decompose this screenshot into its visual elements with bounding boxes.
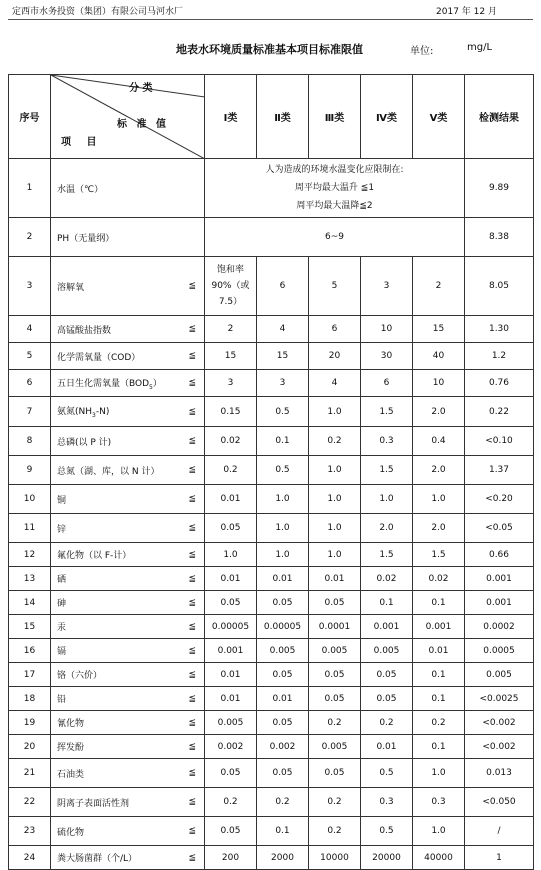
unit-label: 单位: — [410, 46, 434, 57]
class-4-value: 0.3 — [361, 427, 413, 456]
result-value: <0.0025 — [465, 687, 534, 711]
result-value: 0.22 — [465, 397, 534, 427]
item-name: PH（无量纲） — [51, 218, 205, 257]
header-class-1: Ⅰ类 — [205, 75, 257, 159]
ge-symbol: ≦ — [188, 768, 196, 778]
ge-symbol: ≦ — [188, 717, 196, 728]
ge-symbol: ≦ — [188, 281, 196, 291]
row-number: 23 — [9, 817, 51, 846]
item-name — [51, 615, 205, 639]
row-number: 15 — [9, 615, 51, 639]
table-row — [9, 846, 534, 870]
ge-symbol: ≦ — [188, 693, 196, 704]
header-class-2: Ⅱ类 — [257, 75, 309, 159]
class-2-value: 4 — [257, 316, 309, 343]
result-value: 0.0002 — [465, 615, 534, 639]
class-5-value: 0.001 — [413, 615, 465, 639]
class-5-value: 1.5 — [413, 543, 465, 567]
table-row — [9, 257, 534, 316]
table-row — [9, 687, 534, 711]
item-name-text: 铜 — [57, 495, 67, 506]
class-2-value: 0.01 — [257, 687, 309, 711]
class-4-value: 1.0 — [361, 485, 413, 514]
row-number: 11 — [9, 514, 51, 543]
item-name-text: 砷 — [57, 599, 67, 609]
result-value: 8.38 — [465, 218, 534, 257]
class-5-value: 10 — [413, 370, 465, 397]
result-value: <0.10 — [465, 427, 534, 456]
diagonal-category-label: 分 类 — [129, 83, 153, 94]
temperature-note-line: 人为造成的环境水温变化应限制在: — [265, 165, 404, 175]
ge-symbol: ≦ — [188, 621, 196, 632]
item-name-text: 氟化物（以 F-计） — [57, 551, 132, 561]
ge-symbol: ≦ — [188, 645, 196, 656]
item-name — [51, 370, 205, 397]
row-number: 10 — [9, 485, 51, 514]
ge-symbol: ≦ — [188, 852, 196, 863]
class-3-value: 1.0 — [309, 514, 361, 543]
ge-symbol: ≦ — [188, 465, 196, 475]
table-row — [9, 615, 534, 639]
item-name-text: 铬（六价） — [57, 671, 103, 681]
class-5-value: 40 — [413, 343, 465, 370]
class-5-value: 1.0 — [413, 485, 465, 514]
class-1-value: 0.02 — [205, 427, 257, 456]
class-3-value: 0.005 — [309, 735, 361, 759]
class-5-value: 0.4 — [413, 427, 465, 456]
class-2-value: 3 — [257, 370, 309, 397]
item-name — [51, 687, 205, 711]
class-3-value: 0.0001 — [309, 615, 361, 639]
item-name-text: 氨氮(NH — [57, 407, 93, 418]
class-2-value: 0.01 — [257, 567, 309, 591]
class-3-value: 6 — [309, 316, 361, 343]
do-class-1-line: 90%（或 — [211, 281, 250, 291]
item-name — [51, 788, 205, 817]
item-name — [51, 663, 205, 687]
class-1-value: 0.2 — [205, 788, 257, 817]
unit-value: mg/L — [467, 42, 493, 53]
item-name — [51, 343, 205, 370]
class-5-value: 0.1 — [413, 687, 465, 711]
class-4-value: 30 — [361, 343, 413, 370]
class-3-value: 1.0 — [309, 397, 361, 427]
table-row — [9, 788, 534, 817]
result-value: <0.05 — [465, 514, 534, 543]
item-name-subscript: 3 — [92, 411, 96, 419]
class-2-value: 0.05 — [257, 663, 309, 687]
table-row — [9, 543, 534, 567]
class-3-value: 1.0 — [309, 456, 361, 485]
class-3-value: 10000 — [309, 846, 361, 870]
row-number: 4 — [9, 316, 51, 343]
document-header — [8, 4, 533, 18]
table-row — [9, 567, 534, 591]
header-class-5: Ⅴ类 — [413, 75, 465, 159]
ge-symbol: ≦ — [188, 351, 196, 361]
class-5-value: 0.02 — [413, 567, 465, 591]
diagonal-standard-label: 标 准 值 — [117, 119, 169, 130]
class-5-value: 2.0 — [413, 456, 465, 485]
result-value: <0.20 — [465, 485, 534, 514]
temperature-note-line: 周平均最大温降≦2 — [296, 201, 373, 211]
ge-symbol: ≦ — [188, 378, 196, 388]
header-diagonal-cell — [51, 75, 205, 159]
class-1-value: 0.05 — [205, 817, 257, 846]
item-name-text: 阴离子表面活性剂 — [57, 798, 130, 809]
row-number: 22 — [9, 788, 51, 817]
item-name — [51, 639, 205, 663]
result-value: 1.37 — [465, 456, 534, 485]
class-3-value: 0.05 — [309, 663, 361, 687]
class-3-value: 0.005 — [309, 639, 361, 663]
row-number: 24 — [9, 846, 51, 870]
table-row — [9, 427, 534, 456]
class-4-value: 0.02 — [361, 567, 413, 591]
class-4-value: 2.0 — [361, 514, 413, 543]
class-1-value: 0.05 — [205, 591, 257, 615]
class-5-value: 2.0 — [413, 397, 465, 427]
class-2-value: 0.05 — [257, 711, 309, 735]
class-3-value: 0.01 — [309, 567, 361, 591]
class-1-value: 2 — [205, 316, 257, 343]
item-name — [51, 567, 205, 591]
class-2-value: 1.0 — [257, 543, 309, 567]
item-name-text: 挥发酚 — [57, 743, 85, 753]
result-value: 0.001 — [465, 567, 534, 591]
class-2-value: 0.05 — [257, 759, 309, 788]
item-name — [51, 397, 205, 427]
item-name — [51, 257, 205, 316]
item-name: 水温（℃） — [51, 159, 205, 218]
class-5-value: 0.3 — [413, 788, 465, 817]
class-4-value: 0.5 — [361, 759, 413, 788]
class-1-value — [205, 257, 257, 316]
class-3-value: 5 — [309, 257, 361, 316]
class-1-value: 0.001 — [205, 639, 257, 663]
item-name-text: 石油类 — [57, 769, 85, 780]
result-value: / — [465, 817, 534, 846]
table-row — [9, 817, 534, 846]
row-number: 18 — [9, 687, 51, 711]
item-name-text: 硒 — [57, 575, 67, 585]
class-1-value: 0.00005 — [205, 615, 257, 639]
row-number: 21 — [9, 759, 51, 788]
class-3-value: 0.05 — [309, 687, 361, 711]
class-4-value: 0.3 — [361, 788, 413, 817]
row-number: 1 — [9, 159, 51, 218]
class-2-value: 0.05 — [257, 591, 309, 615]
table-row — [9, 159, 534, 218]
document-title: 地表水环境质量标准基本项目标准限值 — [176, 43, 363, 56]
item-name — [51, 514, 205, 543]
class-2-value: 2000 — [257, 846, 309, 870]
item-name-text: 汞 — [57, 623, 67, 633]
ge-symbol: ≦ — [188, 436, 196, 446]
table-row — [9, 711, 534, 735]
temperature-note-line: 周平均最大温升 ≦1 — [294, 183, 375, 193]
class-3-value: 0.2 — [309, 817, 361, 846]
ge-symbol: ≦ — [188, 741, 196, 752]
class-2-value: 0.2 — [257, 788, 309, 817]
ge-symbol: ≦ — [188, 597, 196, 608]
class-4-value: 0.2 — [361, 711, 413, 735]
table-row — [9, 397, 534, 427]
class-2-value: 0.1 — [257, 817, 309, 846]
class-1-value: 0.01 — [205, 663, 257, 687]
class-4-value: 10 — [361, 316, 413, 343]
class-5-value: 0.2 — [413, 711, 465, 735]
item-name — [51, 591, 205, 615]
ge-symbol: ≦ — [188, 797, 196, 807]
table-row — [9, 663, 534, 687]
class-3-value: 0.2 — [309, 788, 361, 817]
result-value: 1 — [465, 846, 534, 870]
row-number: 12 — [9, 543, 51, 567]
class-1-value: 0.05 — [205, 514, 257, 543]
ge-symbol: ≦ — [188, 494, 196, 504]
class-2-value: 0.5 — [257, 456, 309, 485]
result-value: 0.013 — [465, 759, 534, 788]
class-5-value: 1.0 — [413, 817, 465, 846]
class-1-value: 0.05 — [205, 759, 257, 788]
class-4-value: 0.5 — [361, 817, 413, 846]
class-1-value: 0.01 — [205, 485, 257, 514]
row-number: 5 — [9, 343, 51, 370]
row-number: 9 — [9, 456, 51, 485]
ge-symbol: ≦ — [188, 523, 196, 533]
table-row — [9, 759, 534, 788]
row-number: 8 — [9, 427, 51, 456]
table-row — [9, 485, 534, 514]
class-4-value: 0.01 — [361, 735, 413, 759]
result-value: 9.89 — [465, 159, 534, 218]
class-3-value: 0.05 — [309, 591, 361, 615]
table-row — [9, 218, 534, 257]
row-number: 14 — [9, 591, 51, 615]
item-name — [51, 427, 205, 456]
result-value: 0.76 — [465, 370, 534, 397]
standards-table — [8, 74, 534, 870]
header-class-3: Ⅲ类 — [309, 75, 361, 159]
class-1-value: 0.002 — [205, 735, 257, 759]
class-3-value: 0.2 — [309, 427, 361, 456]
class-2-value: 6 — [257, 257, 309, 316]
table-row — [9, 316, 534, 343]
item-name-subscript: 5 — [149, 383, 153, 391]
class-5-value: 1.0 — [413, 759, 465, 788]
item-name-text: 锌 — [57, 524, 67, 535]
table-row — [9, 514, 534, 543]
item-name-text: 五日生化需氧量（BOD — [57, 378, 150, 389]
result-value: 1.30 — [465, 316, 534, 343]
row-number: 7 — [9, 397, 51, 427]
report-date: 2017 年 12 月 — [436, 7, 497, 17]
item-name — [51, 316, 205, 343]
class-3-value: 20 — [309, 343, 361, 370]
item-name-text: 总氮（湖、库，以 N 计） — [57, 466, 160, 477]
item-name-text: 粪大肠菌群（个/L） — [57, 854, 138, 864]
result-value: 1.2 — [465, 343, 534, 370]
table-row — [9, 456, 534, 485]
item-name — [51, 817, 205, 846]
table-row — [9, 735, 534, 759]
item-name-text: 总磷(以 P 计) — [57, 437, 112, 448]
table-row — [9, 639, 534, 663]
class-4-value: 6 — [361, 370, 413, 397]
class-5-value: 0.1 — [413, 663, 465, 687]
ge-symbol: ≦ — [188, 406, 196, 417]
class-4-value: 20000 — [361, 846, 413, 870]
item-name — [51, 456, 205, 485]
ge-symbol: ≦ — [188, 324, 196, 334]
class-1-value: 15 — [205, 343, 257, 370]
do-class-1-line: 7.5） — [218, 297, 243, 307]
class-5-value: 2 — [413, 257, 465, 316]
item-name — [51, 485, 205, 514]
class-1-value: 0.01 — [205, 567, 257, 591]
class-4-value: 1.5 — [361, 456, 413, 485]
table-header-row — [9, 75, 534, 159]
result-value: 0.001 — [465, 591, 534, 615]
ge-symbol: ≦ — [188, 669, 196, 680]
class-5-value: 0.1 — [413, 591, 465, 615]
result-value: <0.002 — [465, 711, 534, 735]
class-5-value: 2.0 — [413, 514, 465, 543]
class-3-value: 0.2 — [309, 711, 361, 735]
item-name — [51, 543, 205, 567]
class-1-value: 200 — [205, 846, 257, 870]
result-value: 0.0005 — [465, 639, 534, 663]
item-name-suffix: -N) — [95, 407, 110, 418]
table-row — [9, 370, 534, 397]
header-class-4: Ⅳ类 — [361, 75, 413, 159]
class-3-value: 0.05 — [309, 759, 361, 788]
class-4-value: 1.5 — [361, 543, 413, 567]
class-2-value: 0.002 — [257, 735, 309, 759]
ph-range: 6~9 — [205, 218, 465, 257]
class-1-value: 1.0 — [205, 543, 257, 567]
item-name-text: 氰化物 — [57, 719, 85, 729]
result-value: 0.66 — [465, 543, 534, 567]
item-name — [51, 846, 205, 870]
item-name-text: 铅 — [57, 695, 67, 705]
class-3-value: 1.0 — [309, 543, 361, 567]
class-4-value: 0.005 — [361, 639, 413, 663]
class-4-value: 0.05 — [361, 687, 413, 711]
item-name-text: 硫化物 — [57, 827, 85, 838]
class-3-value: 4 — [309, 370, 361, 397]
row-number: 19 — [9, 711, 51, 735]
organization-name: 定西市水务投资（集团）有限公司马河水厂 — [12, 7, 184, 17]
item-name-text: 化学需氧量（COD） — [57, 352, 141, 363]
class-5-value: 15 — [413, 316, 465, 343]
class-1-value: 3 — [205, 370, 257, 397]
row-number: 20 — [9, 735, 51, 759]
class-4-value: 0.1 — [361, 591, 413, 615]
item-name — [51, 711, 205, 735]
class-2-value: 0.00005 — [257, 615, 309, 639]
do-class-1-line: 饱和率 — [216, 265, 244, 275]
header-test-result: 检测结果 — [465, 75, 534, 159]
result-value: <0.002 — [465, 735, 534, 759]
ge-symbol: ≦ — [188, 549, 196, 560]
ge-symbol: ≦ — [188, 826, 196, 836]
class-5-value: 0.1 — [413, 735, 465, 759]
class-2-value: 15 — [257, 343, 309, 370]
result-value: <0.050 — [465, 788, 534, 817]
result-value: 8.05 — [465, 257, 534, 316]
class-2-value: 0.1 — [257, 427, 309, 456]
class-1-value: 0.005 — [205, 711, 257, 735]
temperature-note — [205, 159, 465, 218]
class-1-value: 0.15 — [205, 397, 257, 427]
class-1-value: 0.01 — [205, 687, 257, 711]
class-5-value: 40000 — [413, 846, 465, 870]
class-3-value: 1.0 — [309, 485, 361, 514]
row-number: 13 — [9, 567, 51, 591]
row-number: 17 — [9, 663, 51, 687]
class-5-value: 0.01 — [413, 639, 465, 663]
header-divider — [8, 19, 533, 20]
class-2-value: 1.0 — [257, 514, 309, 543]
header-serial-number: 序号 — [9, 75, 51, 159]
item-name — [51, 735, 205, 759]
diagonal-item-label: 项 目 — [61, 137, 103, 148]
class-4-value: 3 — [361, 257, 413, 316]
class-1-value: 0.2 — [205, 456, 257, 485]
ge-symbol: ≦ — [188, 573, 196, 584]
row-number: 3 — [9, 257, 51, 316]
item-name — [51, 759, 205, 788]
class-2-value: 0.5 — [257, 397, 309, 427]
row-number: 16 — [9, 639, 51, 663]
item-name-text: 高锰酸盐指数 — [57, 325, 112, 336]
class-4-value: 0.001 — [361, 615, 413, 639]
item-name-text: 镉 — [57, 647, 67, 657]
class-2-value: 1.0 — [257, 485, 309, 514]
item-name-text: 溶解氧 — [57, 282, 85, 293]
class-4-value: 1.5 — [361, 397, 413, 427]
item-name-suffix: ） — [152, 378, 162, 389]
table-body — [9, 316, 534, 870]
row-number: 6 — [9, 370, 51, 397]
class-4-value: 0.05 — [361, 663, 413, 687]
table-row — [9, 591, 534, 615]
row-number: 2 — [9, 218, 51, 257]
class-2-value: 0.005 — [257, 639, 309, 663]
result-value: 0.005 — [465, 663, 534, 687]
table-row — [9, 343, 534, 370]
